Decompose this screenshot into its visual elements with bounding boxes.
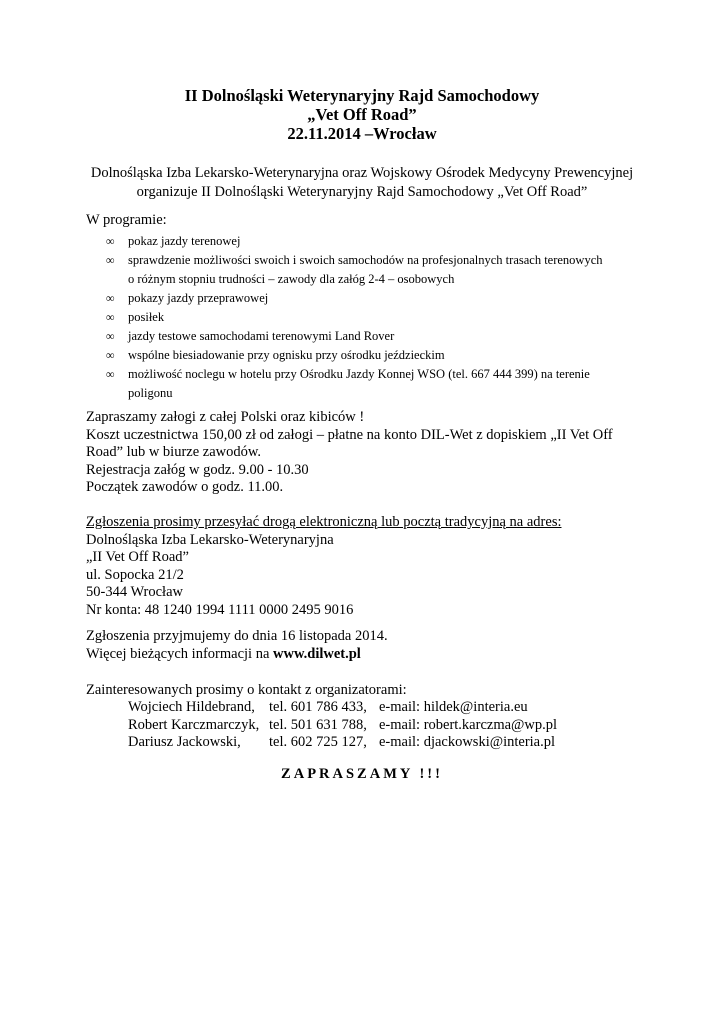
bullet-icon: ∞ (106, 291, 115, 305)
fee-line-continued: Road” lub w biurze zawodów. (86, 444, 262, 460)
address-line: 50-344 Wrocław (86, 584, 183, 600)
address-line: ul. Sopocka 21/2 (86, 566, 184, 583)
address-line: Dolnośląska Izba Lekarsko-Weterynaryjna (86, 531, 334, 548)
contact-phone: tel. 501 631 788, (269, 716, 367, 733)
deadline-line: Zgłoszenia przyjmujemy do dnia 16 listopada 2014. (86, 628, 388, 644)
list-item-text: poligonu (128, 386, 173, 400)
bullet-icon: ∞ (106, 234, 115, 248)
address-line: „II Vet Off Road” (86, 549, 189, 565)
list-item (106, 308, 666, 327)
contact-email[interactable]: e-mail: hildek@interia.eu (379, 699, 528, 715)
contact-name: Dariusz Jackowski, (128, 734, 241, 750)
contact-email[interactable]: e-mail: robert.karczma@wp.pl (379, 716, 558, 733)
start-time-line: Początek zawodów o godz. 11.00. (86, 479, 284, 495)
list-item-text: o różnym stopniu trudności – zawody dla załóg 2-4 – osobowych (128, 272, 455, 286)
title-line-event-name: II Dolnośląski Weterynaryjny Rajd Samochodowy (184, 86, 540, 105)
contacts-heading: Zainteresowanych prosimy o kontakt z organizatorami: (86, 682, 407, 698)
bullet-icon: ∞ (106, 348, 115, 362)
list-item-text: posiłek (128, 310, 165, 324)
invite-line: Zapraszamy załogi z całej Polski oraz kibiców ! (86, 409, 365, 425)
list-item (106, 251, 666, 270)
contact-name: Robert Karczmarczyk, (128, 716, 260, 733)
list-item-text: pokaz jazdy terenowej (128, 234, 241, 248)
list-item-text: pokazy jazdy przeprawowej (128, 291, 269, 305)
title-line-date-place: 22.11.2014 –Wrocław (287, 124, 437, 143)
contact-phone: tel. 602 725 127, (269, 734, 367, 750)
list-item (106, 327, 666, 346)
bullet-icon: ∞ (106, 329, 115, 343)
deadline-block (86, 628, 388, 663)
intro-line: Dolnośląska Izba Lekarsko-Weterynaryjna oraz Wojskowy Ośrodek Medycyny Prewencyjnej (90, 165, 634, 181)
title-line-subtitle: „Vet Off Road” (307, 105, 417, 124)
list-item (106, 289, 666, 308)
list-item-continuation (106, 270, 666, 289)
contact-email[interactable]: e-mail: djackowski@interia.pl (379, 734, 556, 750)
list-item (106, 346, 666, 365)
bullet-icon: ∞ (106, 310, 115, 324)
address-heading: Zgłoszenia prosimy przesyłać drogą elektroniczną lub pocztą tradycyjną na adres: (86, 514, 562, 530)
list-item-text: możliwość noclegu w hotelu przy Ośrodku Jazdy Konnej WSO (tel. 667 444 399) na terenie (128, 367, 590, 381)
list-item-continuation (106, 384, 666, 403)
more-info-text: Więcej bieżących informacji na (86, 645, 274, 662)
website-link[interactable]: www.dilwet.pl (273, 645, 361, 662)
registration-line: Rejestracja załóg w godz. 9.00 - 10.30 (86, 461, 309, 478)
list-item-text: jazdy testowe samochodami terenowymi Land Rover (128, 329, 395, 343)
list-item (106, 232, 666, 251)
program-heading: W programie: (86, 212, 167, 228)
invite-paragraph (86, 409, 613, 497)
contact-phone: tel. 601 786 433, (269, 699, 367, 715)
list-item (106, 365, 666, 384)
contact-name: Wojciech Hildebrand, (128, 699, 255, 715)
intro-line: organizuje II Dolnośląski Weterynaryjny Rajd Samochodowy „Vet Off Road” (136, 184, 588, 200)
fee-line: Koszt uczestnictwa 150,00 zł od załogi – płatne na konto DIL-Wet z dopiskiem „II Vet Off (86, 426, 613, 443)
document-title (0, 86, 724, 143)
bullet-icon: ∞ (106, 253, 115, 267)
list-item-text: sprawdzenie możliwości swoich i swoich samochodów na profesjonalnych trasach terenowych (128, 253, 603, 267)
program-list (106, 232, 666, 403)
closing-invitation: ZAPRASZAMY !!! (281, 766, 443, 782)
more-info-line (86, 646, 388, 664)
list-item-text: wspólne biesiadowanie przy ognisku przy ośrodku jeździeckim (128, 348, 445, 362)
address-block (86, 514, 561, 619)
bullet-icon: ∞ (106, 367, 115, 381)
bank-account-line: Nr konta: 48 1240 1994 1111 0000 2495 9016 (86, 601, 354, 618)
intro-paragraph (0, 164, 724, 202)
